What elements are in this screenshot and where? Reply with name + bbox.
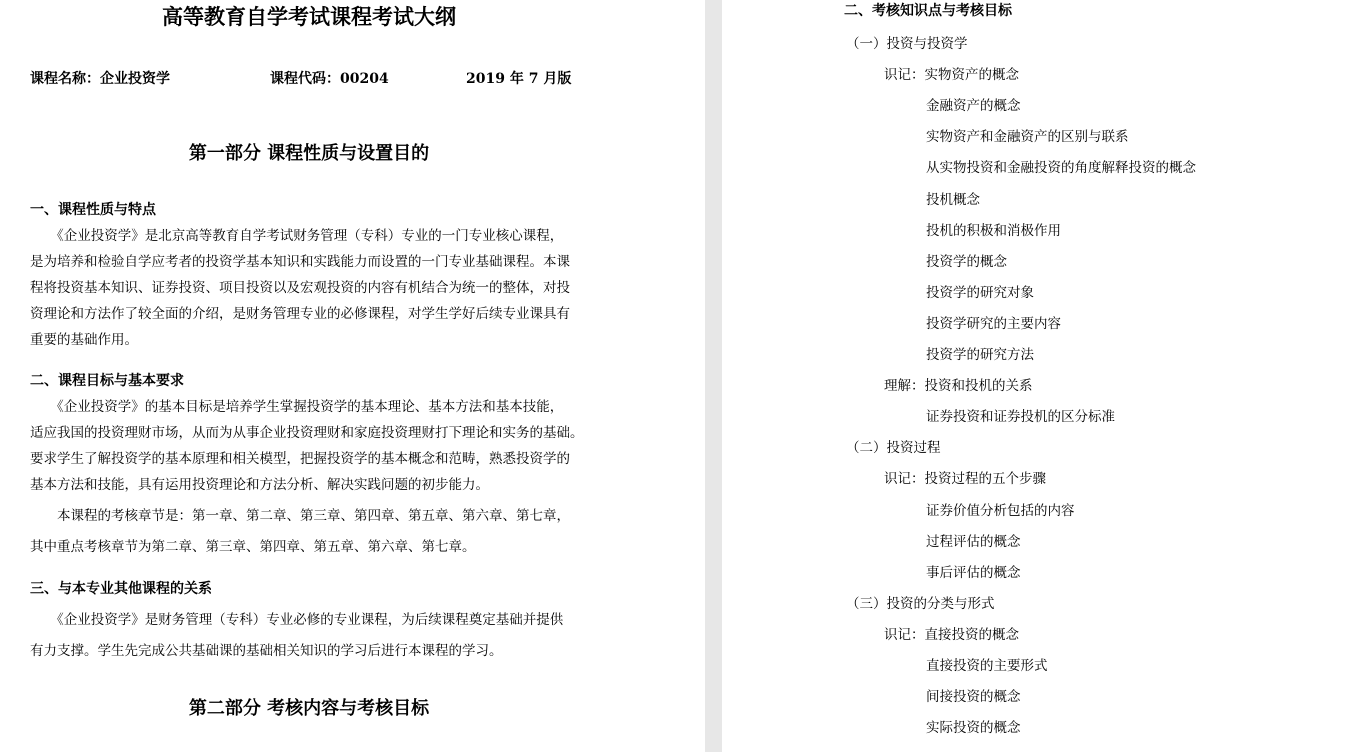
knowledge-item: 实际投资的概念: [926, 720, 1021, 736]
paragraph-line: 适应我国的投资理财市场，从而为从事企业投资理财和家庭投资理财打下理论和实务的基础。: [30, 425, 584, 441]
paragraph-line: 要求学生了解投资学的基本原理和相关模型，把握投资学的基本概念和范畴，熟悉投资学的: [30, 451, 570, 467]
document-title: 高等教育自学考试课程考试大纲: [162, 4, 456, 29]
subsection-heading: （二）投资过程: [846, 440, 941, 456]
section-paragraph-nature: [30, 223, 595, 353]
edition-date: 2019 年 7 月版: [466, 71, 572, 87]
requirement-label: 识记：投资过程的五个步骤: [884, 471, 1046, 487]
subsection-heading: （一）投资与投资学: [846, 36, 968, 52]
part-two-title: 第二部分 考核内容与考核目标: [188, 698, 430, 719]
requirement-label: 识记：实物资产的概念: [884, 67, 1019, 83]
subsection-heading: （三）投资的分类与形式: [846, 596, 995, 612]
requirement-label: 识记：直接投资的概念: [884, 627, 1019, 643]
paragraph-line: 是为培养和检验自学应考者的投资学基本知识和实践能力而设置的一门专业基础课程。本课: [30, 254, 570, 270]
knowledge-item: 证券价值分析包括的内容: [926, 503, 1075, 519]
section-heading-nature: 一、课程性质与特点: [30, 202, 156, 218]
paragraph-line: 程将投资基本知识、证券投资、项目投资以及宏观投资的内容有机结合为统一的整体，对投: [30, 280, 570, 296]
paragraph-line: 资理论和方法作了较全面的介绍，是财务管理专业的必修课程，对学生学好后续专业课具有: [30, 306, 570, 322]
knowledge-item: 投机的积极和消极作用: [926, 223, 1061, 239]
paragraph-line: 重要的基础作用。: [30, 332, 138, 348]
knowledge-item: 投资学的研究方法: [926, 347, 1034, 363]
knowledge-item: 实物资产和金融资产的区别与联系: [926, 129, 1129, 145]
section-paragraph-chapters: [30, 501, 595, 563]
knowledge-item: 投资学研究的主要内容: [926, 316, 1061, 332]
section-paragraph-goals: [30, 394, 595, 498]
paragraph-line: 《企业投资学》是财务管理（专科）专业必修的专业课程，为后续课程奠定基础并提供: [30, 612, 564, 628]
knowledge-points-heading: 二、考核知识点与考核目标: [844, 3, 1012, 19]
knowledge-item: 证券投资和证券投机的区分标准: [926, 409, 1115, 425]
course-name: 课程名称：企业投资学: [30, 71, 170, 87]
paragraph-line: 《企业投资学》的基本目标是培养学生掌握投资学的基本理论、基本方法和基本技能，: [30, 399, 564, 415]
section-heading-relations: 三、与本专业其他课程的关系: [30, 581, 212, 597]
paragraph-line: 本课程的考核章节是：第一章、第二章、第三章、第四章、第五章、第六章、第七章，: [30, 508, 570, 524]
requirement-label: 理解：投资和投机的关系: [884, 378, 1033, 394]
paragraph-line: 有力支撑。学生先完成公共基础课的基础相关知识的学习后进行本课程的学习。: [30, 643, 503, 659]
paragraph-line: 其中重点考核章节为第二章、第三章、第四章、第五章、第六章、第七章。: [30, 539, 476, 555]
section-heading-goals: 二、课程目标与基本要求: [30, 373, 184, 389]
section-paragraph-relations: [30, 605, 595, 667]
knowledge-item: 金融资产的概念: [926, 98, 1021, 114]
knowledge-item: 间接投资的概念: [926, 689, 1021, 705]
course-code: 课程代码：00204: [270, 71, 389, 87]
knowledge-item: 事后评估的概念: [926, 565, 1021, 581]
knowledge-item: 从实物投资和金融投资的角度解释投资的概念: [926, 160, 1196, 176]
part-one-title: 第一部分 课程性质与设置目的: [188, 143, 430, 164]
right-document-page: [722, 0, 1351, 752]
page-gutter: [705, 0, 722, 752]
knowledge-item: 投资学的研究对象: [926, 285, 1034, 301]
paragraph-line: 基本方法和技能，具有运用投资理论和方法分析、解决实践问题的初步能力。: [30, 477, 489, 493]
knowledge-item: 直接投资的主要形式: [926, 658, 1048, 674]
knowledge-item: 过程评估的概念: [926, 534, 1021, 550]
paragraph-line: 《企业投资学》是北京高等教育自学考试财务管理（专科）专业的一门专业核心课程，: [30, 228, 564, 244]
knowledge-item: 投资学的概念: [926, 254, 1007, 270]
knowledge-item: 投机概念: [926, 192, 980, 208]
